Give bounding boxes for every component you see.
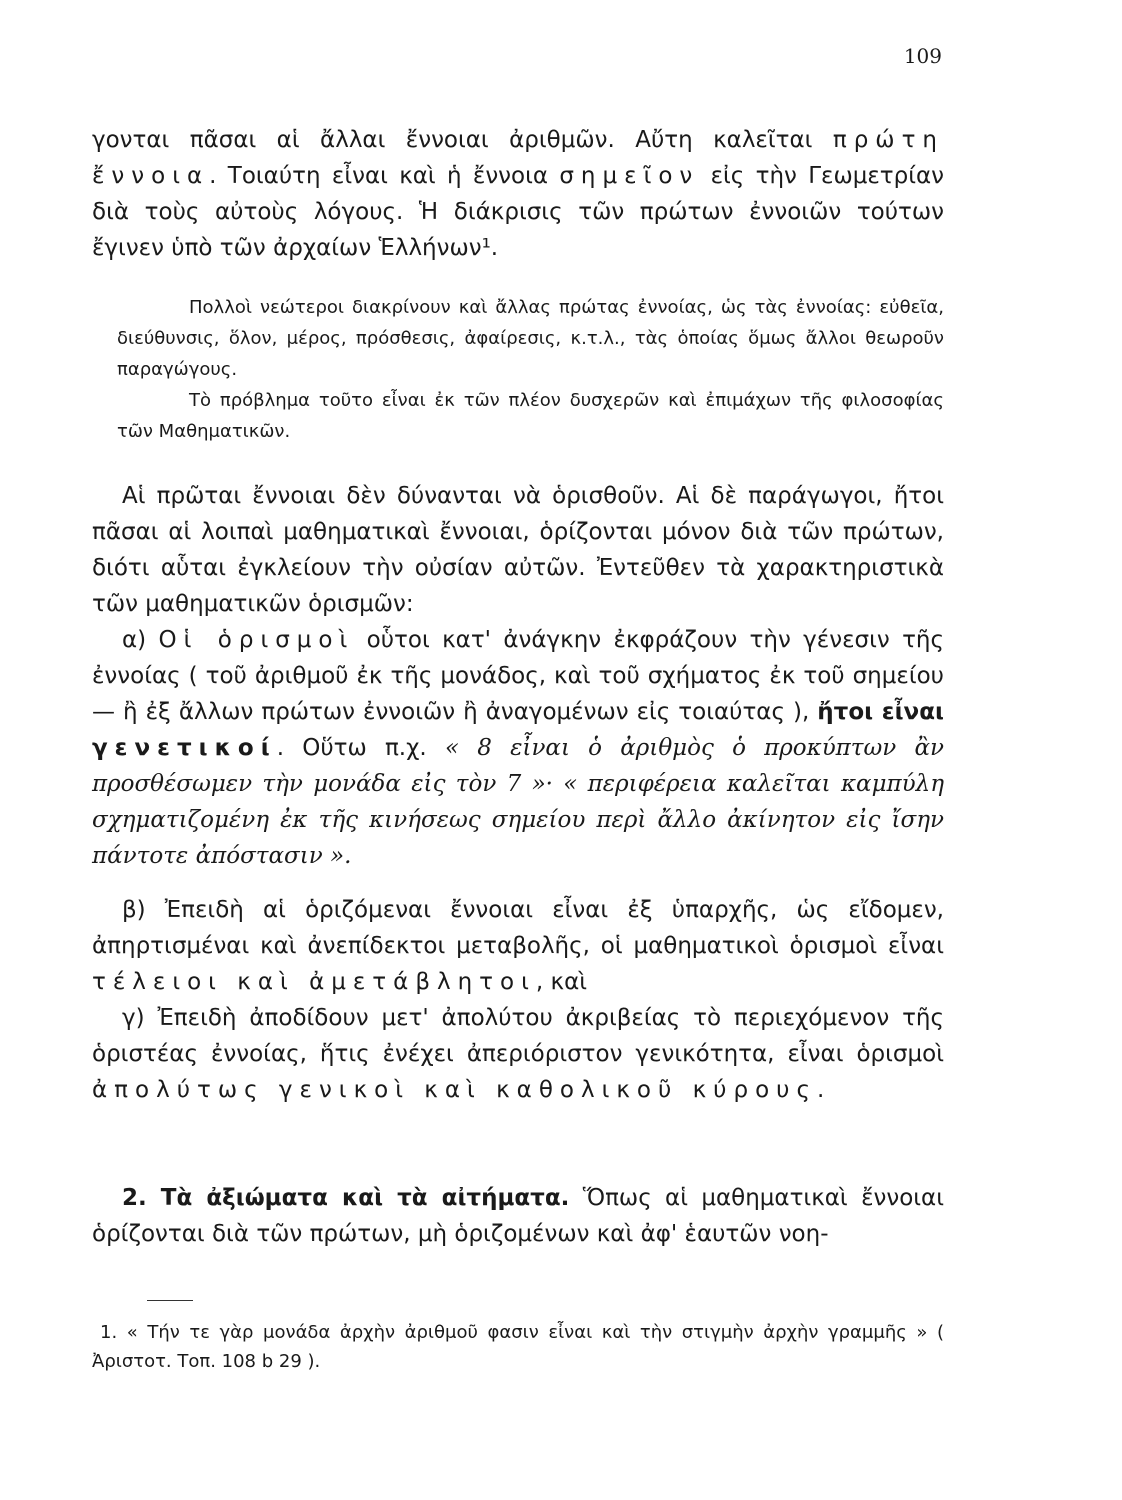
- paragraph-5-text-a: γ) Ἐπειδὴ ἀποδίδουν μετ' ἀπολύτου ἀκριβείας τὸ περιεχόμενον τῆς ὁριστέας ἐννοίας, ἥτις ἐνέχει ἀπεριόριστον γενικότητα, εἶναι ὁρισμοὶ: [92, 1005, 944, 1067]
- paragraph-1: [92, 122, 944, 266]
- section-heading: 2. Τὰ ἀξιώματα καὶ τὰ αἰτήματα.: [122, 1185, 570, 1211]
- term-prote-ennoia: πρώτη ἔννοια: [92, 127, 944, 189]
- note-paragraph-1: Πολλοὶ νεώτεροι διακρίνουν καὶ ἄλλας πρώτας ἐννοίας, ὡς τὰς ἐννοίας: εὐθεῖα, διεύθυνσις, ὅλον, μέρος, πρόσθεσις, ἀφαίρεσις, κ.τ.λ., τὰς ὁποίας ὅμως ἄλλοι θεωροῦν παραγώγους.: [117, 297, 944, 380]
- footnote-divider: [147, 1300, 193, 1301]
- term-teleioi-ametabletoi: τέλειοι καὶ ἀμετάβλητοι: [92, 969, 536, 995]
- paragraph-5-text: [92, 1000, 944, 1108]
- paragraph-4-text-a: β) Ἐπειδὴ αἱ ὁριζόμεναι ἔννοιαι εἶναι ἐξ ὑπαρχῆς, ὡς εἴδομεν, ἀπηρτισμέναι καὶ ἀνεπίδεκτοι μεταβολῆς, οἱ μαθηματικοὶ ὁρισμοὶ εἶναι: [92, 897, 944, 959]
- paragraph-4-text: [92, 892, 944, 1000]
- paragraph-1-text-a: γονται πᾶσαι αἱ ἄλλαι ἔννοιαι ἀριθμῶν. Αὔτη καλεῖται: [92, 127, 833, 153]
- paragraph-4: [92, 892, 944, 1000]
- paragraph-3: [92, 622, 944, 874]
- term-semeion: σημεῖον: [559, 163, 700, 189]
- note-block: [117, 292, 944, 447]
- paragraph-5: [92, 1000, 944, 1108]
- paragraph-2-text: Αἱ πρῶται ἔννοιαι δὲν δύνανται νὰ ὁρισθοῦν. Αἱ δὲ παράγωγοι, ἤτοι πᾶσαι αἱ λοιπαὶ μαθηματικαὶ ἔννοιαι, ὁρίζονται μόνον διὰ τῶν πρώτων, διότι αὗται ἐγκλείουν τὴν οὐσίαν αὐτῶν. Ἐντεῦθεν τὰ χαρακτηριστικὰ τῶν μαθηματικῶν ὁρισμῶν:: [92, 483, 944, 617]
- paragraph-3-text-f: . Οὕτω π.χ.: [276, 735, 445, 761]
- page-number: 109: [903, 44, 942, 68]
- paragraph-3-text-c: οὗτοι κατ' ἀνάγκην ἐκφράζουν τὴν γένεσιν τῆς ἐννοίας ( τοῦ ἀριθμοῦ ἐκ τῆς μονάδος, καὶ τοῦ σχήματος ἐκ τοῦ σημείου — ἢ ἐξ ἄλλων πρώτων ἐννοιῶν ἢ ἀναγομένων εἰς τοιαύτας ),: [92, 627, 945, 725]
- paragraph-1-text-e: εἰς τὴν Γεωμετρίαν διὰ τοὺς αὐτοὺς λόγους. Ἡ διάκρισις τῶν πρώτων ἐννοιῶν τούτων ἔγινεν ὑπὸ τῶν ἀρχαίων Ἑλλήνων¹.: [92, 163, 945, 261]
- term-apolytos-genikoi: ἀπολύτως γενικοὶ καὶ καθολικοῦ κύρους: [92, 1077, 817, 1103]
- note-paragraph-2: Τὸ πρόβλημα τοῦτο εἶναι ἐκ τῶν πλέον δυσχερῶν καὶ ἐπιμάχων τῆς φιλοσοφίας τῶν Μαθηματικῶν.: [117, 390, 944, 442]
- paragraph-6-text: [92, 1180, 944, 1252]
- paragraph-3-text-d: ἤτοι εἶναι: [817, 699, 944, 725]
- paragraph-6: [92, 1180, 944, 1252]
- footnote: [92, 1318, 944, 1376]
- paragraph-1-text-c: . Τοιαύτη εἶναι καὶ ἡ ἔννοια: [209, 163, 560, 189]
- paragraph-3-text: [92, 622, 944, 874]
- paragraph-4-text-c: , καὶ: [535, 969, 588, 995]
- term-genetikoi: γενετικοί: [92, 735, 277, 761]
- footnote-text: 1. « Τήν τε γὰρ μονάδα ἀρχὴν ἀριθμοῦ φασιν εἶναι καὶ τὴν στιγμὴν ἀρχὴν γραμμῆς » ( Ἀριστοτ. Τοπ. 108 b 29 ).: [92, 1322, 944, 1372]
- paragraph-6-body: Ὅπως αἱ μαθηματικαὶ ἔννοιαι ὁρίζονται διὰ τῶν πρώτων, μὴ ὁριζομένων καὶ ἀφ' ἑαυτῶν νοη-: [92, 1185, 945, 1247]
- paragraph-5-text-c: .: [816, 1077, 825, 1103]
- paragraph-3-examples: « 8 εἶναι ὁ ἀριθμὸς ὁ προκύπτων ἂν προσθέσωμεν τὴν μονάδα εἰς τὸν 7 »· « περιφέρεια καλεῖται καμπύλη σχηματιζομένη ἐκ τῆς κινήσεως σημείου περὶ ἄλλο ἀκίνητον εἰς ἴσην πάντοτε ἀπόστασιν ».: [92, 735, 944, 869]
- item-alpha-label: α): [122, 627, 159, 653]
- term-oi-orismoi: Οἱ ὁρισμοὶ: [158, 627, 355, 653]
- paragraph-2: [92, 478, 944, 622]
